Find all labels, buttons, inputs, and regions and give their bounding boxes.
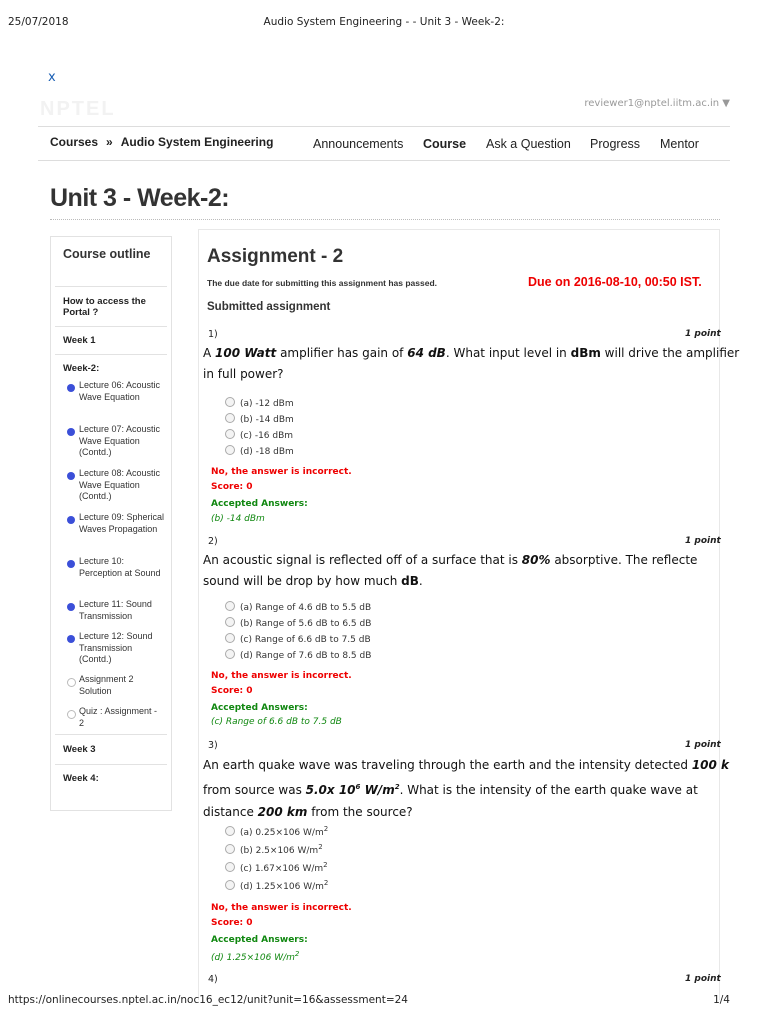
sidebar-lecture-07[interactable]	[51, 424, 171, 468]
question-number: 1)	[208, 329, 218, 340]
lecture-label: Lecture 07: Acoustic Wave Equation (Contd.)	[79, 424, 161, 457]
accepted-answers-label: Accepted Answers:	[211, 935, 308, 945]
completed-dot-icon	[67, 560, 75, 568]
question-number: 3)	[208, 740, 218, 751]
accepted-answer: (c) Range of 6.6 dB to 7.5 dB	[211, 717, 342, 727]
answer-option[interactable]: (b) Range of 5.6 dB to 6.5 dB	[225, 617, 371, 629]
answer-option[interactable]: (d) Range of 7.6 dB to 8.5 dB	[225, 649, 371, 661]
sidebar-quiz-assignment-2[interactable]	[55, 706, 167, 735]
question-text: An earth quake wave was traveling through the earth and the intensity detected 100 k from source was 5.0x $10^6$ $W/m^2$. What is the intensity of the earth quake wave at distance 200 km from the source?	[203, 758, 730, 819]
nav-announcements[interactable]: Announcements	[313, 137, 404, 151]
lecture-label: Lecture 08: Acoustic Wave Equation (Contd.)	[79, 468, 161, 501]
completed-dot-icon	[67, 428, 75, 436]
completed-dot-icon	[67, 472, 75, 480]
nav-ask-question[interactable]: Ask a Question	[486, 137, 571, 151]
lecture-label: Lecture 06: Acoustic Wave Equation	[79, 380, 161, 402]
radio-icon[interactable]	[225, 649, 235, 659]
course-outline-sidebar	[50, 236, 172, 811]
breadcrumb-course[interactable]: Audio System Engineering	[120, 135, 274, 149]
page-title: Unit 3 - Week-2:	[50, 184, 230, 212]
question-text: An acoustic signal is reflected off of a surface that is 80% absorptive. The reflecte sound will be drop by how much dB.	[203, 553, 698, 588]
print-page-number: 1/4	[713, 994, 730, 1006]
accepted-answer: (d) 1.25×106 $W/m^2$	[211, 950, 300, 963]
breadcrumb-courses[interactable]: Courses	[50, 135, 99, 149]
sidebar-item-week-2[interactable]: Week-2:	[63, 363, 100, 374]
close-icon[interactable]: x	[48, 70, 56, 85]
incorrect-feedback: No, the answer is incorrect.	[211, 903, 352, 913]
question-points: 1 point	[685, 536, 721, 546]
sidebar-lecture-11[interactable]	[51, 599, 171, 631]
header-divider	[38, 126, 730, 127]
question-number: 2)	[208, 536, 218, 547]
radio-icon[interactable]	[225, 413, 235, 423]
completed-dot-icon	[67, 516, 75, 524]
lecture-label: Quiz : Assignment - 2	[79, 706, 158, 728]
nav-divider	[38, 160, 730, 161]
answer-option[interactable]: (d) 1.25×106 $W/m^2$	[225, 879, 328, 892]
due-date-passed-message: The due date for submitting this assignment has passed.	[207, 278, 438, 288]
lecture-label: Lecture 12: Sound Transmission (Contd.)	[79, 631, 153, 664]
completed-dot-icon	[67, 635, 75, 643]
score: Score: 0	[211, 918, 253, 928]
accepted-answers-label: Accepted Answers:	[211, 703, 308, 713]
user-menu[interactable]: reviewer1@nptel.iitm.ac.in ▼	[584, 98, 730, 109]
sidebar-assignment-2-solution[interactable]	[51, 674, 171, 706]
answer-option[interactable]: (d) -18 dBm	[225, 445, 294, 457]
print-title: Audio System Engineering - - Unit 3 - Week-2:	[263, 16, 505, 28]
radio-icon[interactable]	[225, 826, 235, 836]
accepted-answer: (b) -14 dBm	[211, 514, 265, 524]
question-number: 4)	[208, 974, 218, 985]
nav-course[interactable]: Course	[423, 137, 467, 151]
radio-icon[interactable]	[225, 844, 235, 854]
score: Score: 0	[211, 686, 253, 696]
due-date: Due on 2016-08-10, 00:50 IST.	[528, 275, 702, 289]
answer-option[interactable]: (a) 0.25×106 $W/m^2$	[225, 825, 328, 838]
accepted-answers-label: Accepted Answers:	[211, 499, 308, 509]
completed-dot-icon	[67, 603, 75, 611]
nav-progress[interactable]: Progress	[590, 137, 641, 151]
radio-icon[interactable]	[225, 429, 235, 439]
sidebar-lecture-10[interactable]	[51, 556, 171, 599]
assignment-panel	[198, 229, 740, 1000]
sidebar-lecture-12[interactable]	[51, 631, 171, 674]
radio-icon[interactable]	[225, 862, 235, 872]
lecture-label: Lecture 09: Spherical Waves Propagation	[79, 512, 165, 534]
question-points: 1 point	[685, 329, 721, 339]
sidebar-lecture-06[interactable]	[51, 380, 171, 424]
breadcrumb	[50, 135, 273, 149]
breadcrumb-separator: »	[106, 135, 113, 149]
question-text: A 100 Watt amplifier has gain of 64 dB. What input level in dBm will drive the amplifier in full power?	[203, 346, 740, 381]
answer-option[interactable]: (b) -14 dBm	[225, 413, 294, 425]
radio-icon[interactable]	[225, 445, 235, 455]
site-logo[interactable]: NPTEL	[40, 98, 116, 120]
course-outline-heading: Course outline	[55, 237, 167, 287]
sidebar-item-portal[interactable]: How to access the Portal ?	[55, 287, 167, 327]
sidebar-item-week-1[interactable]: Week 1	[55, 327, 167, 355]
sidebar-lecture-08[interactable]	[51, 468, 171, 512]
radio-icon[interactable]	[225, 633, 235, 643]
score: Score: 0	[211, 482, 253, 492]
answer-option[interactable]: (c) 1.67×106 $W/m^2$	[225, 861, 328, 874]
radio-icon[interactable]	[225, 601, 235, 611]
print-url: https://onlinecourses.nptel.ac.in/noc16_ec12/unit?unit=16&assessment=24	[8, 994, 408, 1006]
print-date: 25/07/2018	[8, 16, 69, 28]
submitted-assignment-heading: Submitted assignment	[207, 301, 331, 313]
question-points: 1 point	[685, 740, 721, 750]
lecture-label: Lecture 10: Perception at Sound	[79, 556, 161, 578]
incomplete-dot-icon	[67, 710, 76, 719]
answer-option[interactable]: (c) Range of 6.6 dB to 7.5 dB	[225, 633, 371, 645]
print-header	[0, 16, 768, 32]
answer-option[interactable]: (b) 2.5×106 $W/m^2$	[225, 843, 323, 856]
sidebar-item-week-3[interactable]: Week 3	[55, 735, 167, 765]
radio-icon[interactable]	[225, 880, 235, 890]
incorrect-feedback: No, the answer is incorrect.	[211, 671, 352, 681]
completed-dot-icon	[67, 384, 75, 392]
sidebar-lecture-09[interactable]	[51, 512, 171, 556]
incomplete-dot-icon	[67, 678, 76, 687]
radio-icon[interactable]	[225, 617, 235, 627]
radio-icon[interactable]	[225, 397, 235, 407]
lecture-label: Assignment 2 Solution	[79, 674, 134, 696]
title-divider	[50, 219, 720, 220]
answer-option[interactable]: (a) -12 dBm	[225, 397, 294, 409]
assignment-title: Assignment - 2	[207, 246, 344, 267]
answer-option[interactable]: (c) -16 dBm	[225, 429, 293, 441]
question-points: 1 point	[685, 974, 721, 984]
incorrect-feedback: No, the answer is incorrect.	[211, 467, 352, 477]
nav-mentor[interactable]: Mentor	[660, 137, 699, 151]
sidebar-item-week-4[interactable]: Week 4:	[63, 773, 99, 784]
lecture-label: Lecture 11: Sound Transmission	[79, 599, 152, 621]
answer-option[interactable]: (a) Range of 4.6 dB to 5.5 dB	[225, 601, 371, 613]
print-footer	[0, 994, 768, 1010]
